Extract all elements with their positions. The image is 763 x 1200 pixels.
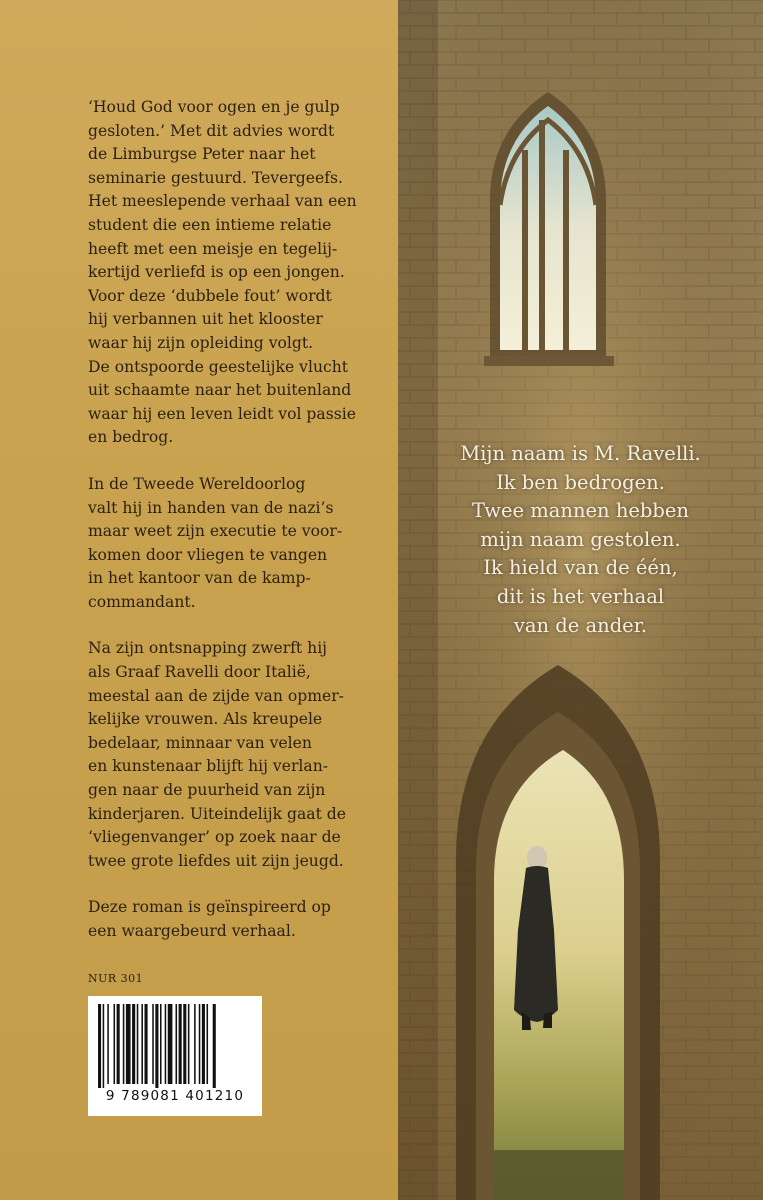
blurb-paragraph-3 [88, 637, 388, 873]
blurb-line: kinderjaren. Uiteindelijk gaat de [88, 804, 347, 823]
blurb-line: kertijd verliefd is op een jongen. [88, 263, 345, 282]
blurb-line: Deze roman is geïnspireerd op [88, 898, 331, 917]
cover-quote [398, 440, 763, 640]
blurb-line: waar hij een leven leidt vol passie [88, 404, 356, 423]
blurb-line: de Limburgse Peter naar het [88, 145, 316, 164]
barcode-bars-icon [98, 1004, 252, 1088]
blurb-line: gen naar de puurheid van zijn [88, 781, 326, 800]
blurb-line: in het kantoor van de kamp- [88, 569, 311, 588]
blurb-paragraph-4 [88, 896, 388, 943]
blurb-paragraph-2 [88, 473, 388, 615]
blurb-line: waar hij zijn opleiding volgt. [88, 333, 314, 352]
blurb-line: seminarie gestuurd. Tevergeefs. [88, 168, 343, 187]
blurb-line: ‘Houd God voor ogen en je gulp [88, 98, 340, 116]
blurb-line: bedelaar, minnaar van velen [88, 733, 312, 752]
blurb-line: student die een intieme relatie [88, 215, 332, 234]
blurb-paragraph-1 [88, 96, 388, 450]
blurb-line: twee grote liefdes uit zijn jeugd. [88, 851, 344, 870]
quote-line: van de ander. [513, 613, 648, 637]
blurb-line: als Graaf Ravelli door Italië, [88, 663, 311, 682]
blurb-line: In de Tweede Wereldoorlog [88, 474, 306, 493]
quote-line: Mijn naam is M. Ravelli. [460, 442, 701, 465]
blurb-line: hij verbannen uit het klooster [88, 310, 323, 329]
blurb-line: en bedrog. [88, 428, 174, 447]
quote-line: dit is het verhaal [496, 584, 665, 608]
isbn-number: 9 789081 401210 [105, 1088, 245, 1104]
blurb-line: gesloten.’ Met dit advies wordt [88, 121, 335, 140]
quote-line: Twee mannen hebben [472, 499, 689, 523]
blurb-line: kelijke vrouwen. Als kreupele [88, 710, 323, 729]
quote-line: Ik hield van de één, [483, 556, 678, 580]
blurb-line: De ontspoorde geestelijke vlucht [88, 357, 349, 376]
blurb-line: valt hij in handen van de nazi’s [88, 498, 334, 517]
blurb-line: Na zijn ontsnapping zwerft hij [88, 639, 328, 658]
quote-line: Ik ben bedrogen. [496, 470, 665, 494]
blurb-text [88, 96, 388, 967]
blurb-line: een waargebeurd verhaal. [88, 922, 296, 940]
blurb-line: commandant. [88, 592, 196, 611]
blurb-line: heeft met een meisje en tegelij- [88, 239, 338, 258]
blurb-line: maar weet zijn executie te voor- [88, 522, 343, 541]
blurb-line: en kunstenaar blijft hij verlan- [88, 757, 329, 776]
blurb-line: Voor deze ‘dubbele fout’ wordt [88, 286, 332, 305]
blurb-line: ‘vliegenvanger’ op zoek naar de [88, 828, 341, 847]
quote-line: mijn naam gestolen. [480, 527, 681, 551]
nur-code: NUR 301 [88, 972, 144, 985]
blurb-line: meestal aan de zijde van opmer- [88, 686, 344, 705]
blurb-line: Het meeslepende verhaal van een [88, 192, 357, 211]
blurb-line: uit schaamte naar het buitenland [88, 381, 352, 400]
isbn-barcode [88, 996, 262, 1116]
blurb-line: komen door vliegen te vangen [88, 545, 328, 564]
